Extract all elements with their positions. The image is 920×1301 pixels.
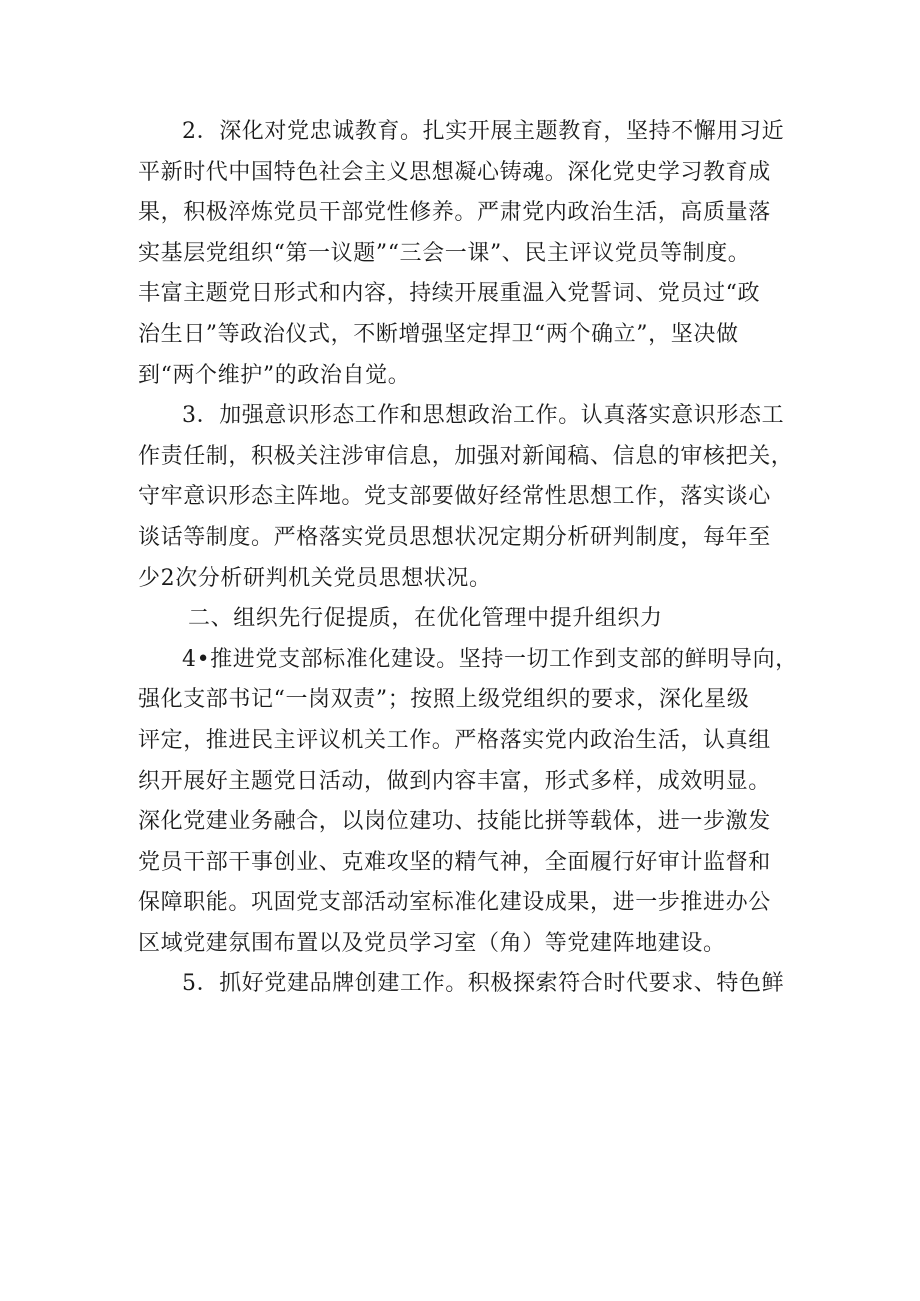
paragraph-2-line: 实基层党组织“第一议题”“三会一课”、民主评议党员等制度。 [138,240,751,266]
paragraph-4-line: 评定，推进民主评议机关工作。严格落实党内政治生活，认真组 [138,727,771,753]
paragraph-2-line: 果，积极淬炼党员干部党性修养。严肃党内政治生活，高质量落 [138,200,771,226]
paragraph-3-title-line: 3．加强意识形态工作和思想政治工作。认真落实意识形态工 [182,403,785,429]
section-heading: 二、组织先行促提质，在优化管理中提升组织力 [188,606,663,632]
paragraph-3-line: 少2次分析研判机关党员思想状况。 [138,565,492,591]
paragraph-4-line: 织开展好主题党日活动，做到内容丰富，形式多样，成效明显。 [138,768,771,794]
paragraph-2-line: 平新时代中国特色社会主义思想凝心铸魂。深化党史学习教育成 [138,159,771,185]
paragraph-2-line: 治生日”等政治仪式，不断增强坚定捍卫“两个确立”，坚决做 [138,321,739,347]
paragraph-2-title-line: 2．深化对党忠诚教育。扎实开展主题教育，坚持不懈用习近 [182,119,785,144]
paragraph-4-line: 保障职能。巩固党支部活动室标准化建设成果，进一步推进办公 [138,890,771,916]
paragraph-3-line: 守牢意识形态主阵地。党支部要做好经常性思想工作，落实谈心 [138,484,771,510]
paragraph-3-line: 作责任制，积极关注涉审信息，加强对新闻稿、信息的审核把关， [138,443,794,469]
paragraph-2-line: 到“两个维护”的政治自觉。 [138,362,411,388]
paragraph-4-line: 强化支部书记“一岗双责”；按照上级党组织的要求，深化星级 [138,687,750,713]
document-body [138,112,798,1005]
paragraph-5-title-line: 5．抓好党建品牌创建工作。积极探索符合时代要求、特色鲜 [182,971,785,997]
paragraph-4-line: 深化党建业务融合，以岗位建功、技能比拼等载体，进一步激发 [138,809,771,835]
paragraph-3-line: 谈话等制度。严格落实党员思想状况定期分析研判制度，每年至 [138,524,771,550]
paragraph-2-line: 丰富主题党日形式和内容，持续开展重温入党誓词、党员过“政 [138,281,761,307]
paragraph-4-title-line: 4•推进党支部标准化建设。坚持一切工作到支部的鲜明导向， [182,646,798,672]
paragraph-4-line: 党员干部干事创业、克难攻坚的精气神，全面履行好审计监督和 [138,849,771,875]
paragraph-4-line: 区域党建氛围布置以及党员学习室（角）等党建阵地建设。 [138,930,726,956]
